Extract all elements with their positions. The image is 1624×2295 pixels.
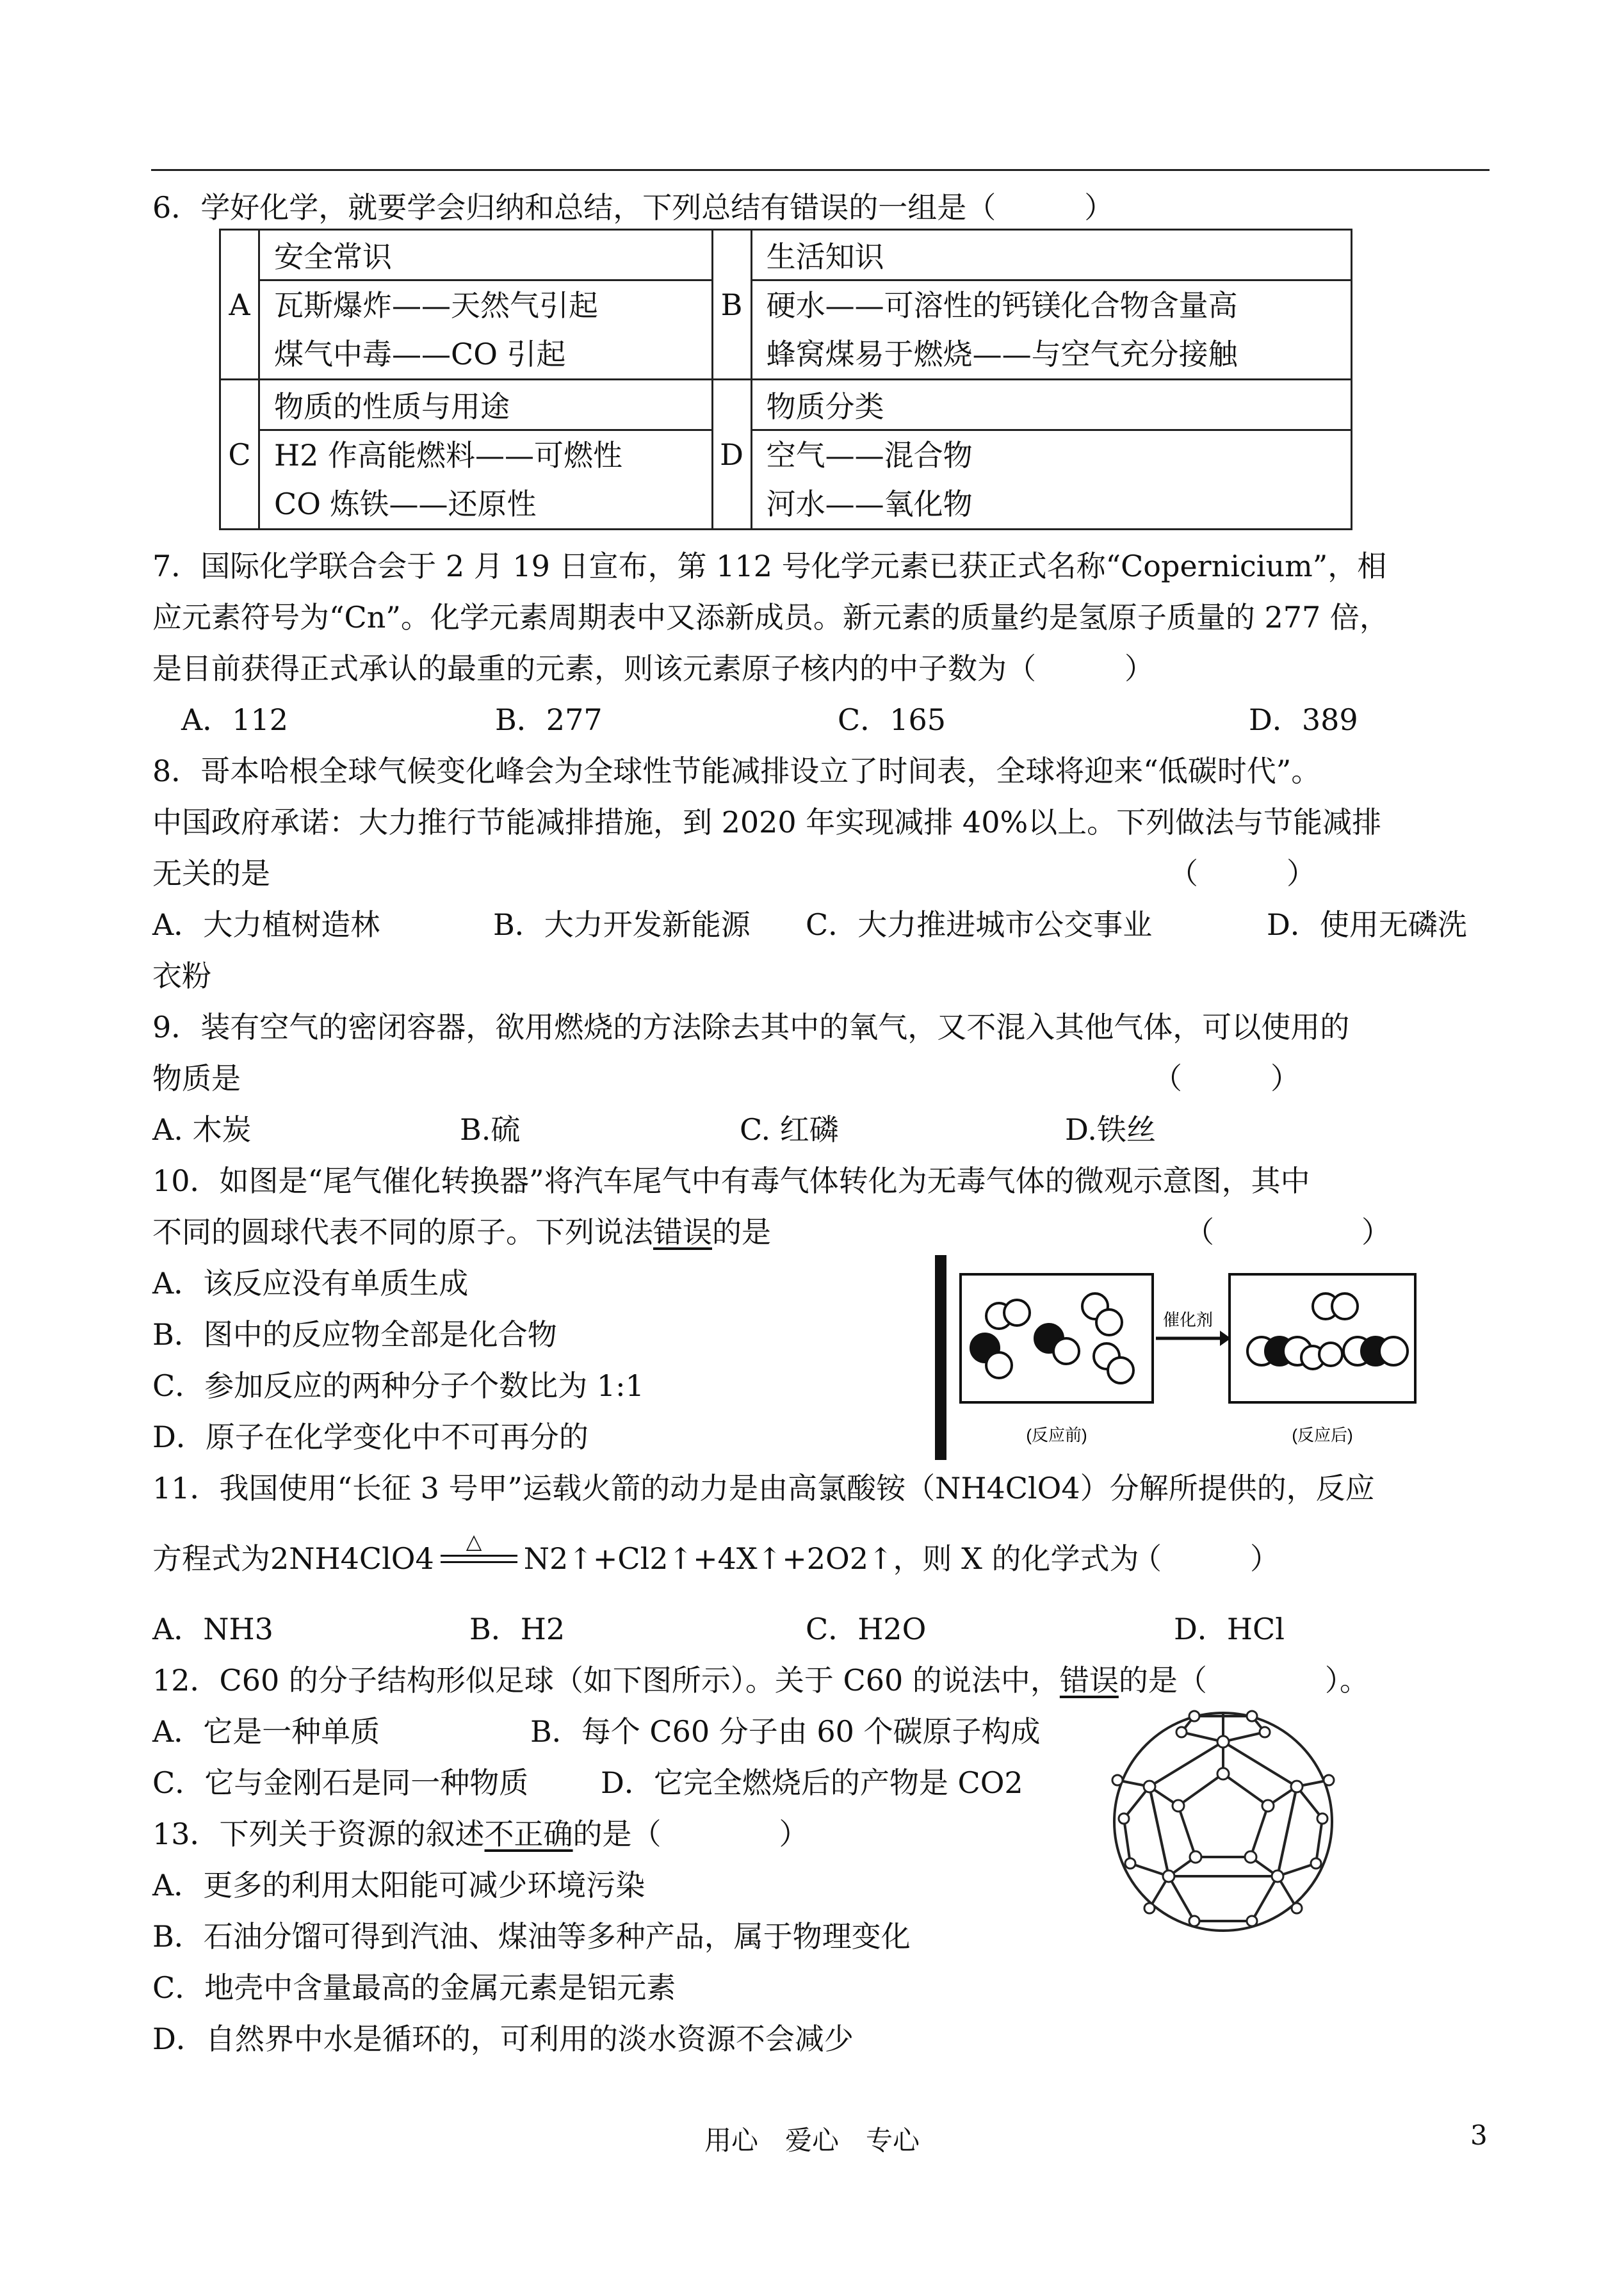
q10-line2-b: 的是 [712, 1215, 771, 1249]
page-number: 3 [1470, 2120, 1488, 2151]
q9-answer-blank: （ ） [1153, 1061, 1300, 1096]
q7-line1: 7．国际化学联合会于 2 月 19 日宣布，第 112 号化学元素已获正式名称“Copernicium”，相 [152, 549, 1387, 583]
q10-option-d: D．原子在化学变化中不可再分的 [152, 1420, 589, 1454]
q10-underlined-word: 错误 [653, 1215, 712, 1249]
c60-fullerene-figure [1105, 1703, 1342, 1940]
q11-option-a: A．NH3 [152, 1612, 273, 1646]
q11-line1: 11．我国使用“长征 3 号甲”运载火箭的动力是由高氯酸铵（NH4ClO4）分解所提供的，反应 [152, 1471, 1375, 1505]
q12-option-b: B．每个 C60 分子由 60 个碳原子构成 [530, 1714, 1041, 1749]
heat-triangle-icon: △ [466, 1529, 482, 1553]
q11-option-b: B．H2 [469, 1612, 565, 1646]
q6-stem: 6．学好化学，就要学会归纳和总结，下列总结有错误的一组是（ ） [152, 190, 1114, 225]
q6-a-line1: 瓦斯爆炸——天然气引起 [274, 288, 598, 323]
arrow-label: 催化剂 [1162, 1310, 1214, 1329]
q9-line1: 9．装有空气的密闭容器，欲用燃烧的方法除去其中的氧气，又不混入其他气体，可以使用的 [152, 1010, 1350, 1044]
heat-condition-sign [434, 1529, 524, 1574]
q7-line2: 应元素符号为“Cn”。化学元素周期表中又添新成员。新元素的质量约是氢原子质量的 277 倍， [152, 600, 1389, 635]
q13-option-b: B．石油分馏可得到汽油、煤油等多种产品，属于物理变化 [152, 1919, 911, 1954]
q6-a-body [259, 280, 713, 380]
q7-line3: 是目前获得正式承认的最重的元素，则该元素原子核内的中子数为（ ） [152, 651, 1154, 686]
q9-line2: 物质是 [152, 1061, 241, 1096]
q13-line1 [152, 1815, 809, 1853]
q13-line1-b: 的是（ ） [572, 1817, 809, 1851]
q6-letter-d: D [712, 380, 751, 530]
q12-option-a: A．它是一种单质 [152, 1714, 380, 1749]
q9-option-b: B.硫 [460, 1112, 521, 1147]
q12-underlined-word: 错误 [1059, 1663, 1119, 1698]
q7-option-c: C．165 [838, 702, 946, 737]
q8-option-b: B．大力开发新能源 [493, 907, 751, 942]
q6-d-head: 物质分类 [751, 380, 1351, 430]
after-label: (反应后) [1292, 1425, 1353, 1445]
q8-option-a: A．大力植树造林 [152, 907, 380, 942]
q10-option-b: B．图中的反应物全部是化合物 [152, 1317, 557, 1352]
q6-letter-a: A [220, 230, 259, 380]
q12-option-c: C．它与金刚石是同一种物质 [152, 1765, 529, 1800]
q6-c-head: 物质的性质与用途 [259, 380, 713, 430]
q11-option-d: D．HCl [1174, 1612, 1285, 1646]
q6-d-body [751, 430, 1351, 530]
q6-a-line2: 煤气中毒——CO 引起 [274, 337, 566, 371]
q11-equation-line [152, 1529, 1139, 1577]
q6-d-line1: 空气——混合物 [766, 438, 973, 473]
q7-option-a: A．112 [181, 702, 289, 737]
q10-option-c: C．参加反应的两种分子个数比为 1:1 [152, 1368, 644, 1403]
q6-c-line1: H2 作高能燃料——可燃性 [274, 438, 623, 473]
q10-line2 [152, 1213, 771, 1251]
q10-line1: 10．如图是“尾气催化转换器”将汽车尾气中有毒气体转化为无毒气体的微观示意图，其中 [152, 1164, 1310, 1198]
q6-b-head: 生活知识 [751, 230, 1351, 280]
q8-line2: 中国政府承诺：大力推行节能减排措施，到 2020 年实现减排 40%以上。下列做法与节能减排 [152, 805, 1382, 839]
q11-eq-pre: 方程式为2NH4ClO4 [152, 1541, 434, 1576]
q6-table [219, 229, 1352, 530]
q12-line1-b: 的是（ ）。 [1118, 1663, 1369, 1698]
q12-line1 [152, 1662, 1369, 1699]
q13-option-c: C．地壳中含量最高的金属元素是铝元素 [152, 1970, 676, 2005]
q12-option-d: D．它完全燃烧后的产物是 CO2 [601, 1765, 1023, 1800]
q8-option-d-cont: 衣粉 [152, 959, 211, 993]
q11-eq-post: N2↑+Cl2↑+4X↑+2O2↑，则 X 的化学式为 [523, 1541, 1139, 1576]
q6-a-head: 安全常识 [259, 230, 713, 280]
q8-option-d: D．使用无磷洗 [1267, 907, 1467, 942]
q8-answer-blank: （ ） [1169, 856, 1316, 891]
q9-option-a: A. 木炭 [152, 1112, 252, 1147]
q6-letter-b: B [712, 230, 751, 380]
q13-option-d: D．自然界中水是循环的，可利用的淡水资源不会减少 [152, 2022, 854, 2056]
q8-option-c: C．大力推进城市公交事业 [806, 907, 1153, 942]
q6-b-line1: 硬水——可溶性的钙镁化合物含量高 [766, 288, 1238, 323]
q10-reaction-figure [935, 1255, 1428, 1460]
q13-underlined-word: 不正确 [484, 1817, 573, 1851]
q7-option-b: B．277 [495, 702, 603, 737]
q10-line2-a: 不同的圆球代表不同的原子。下列说法 [152, 1215, 653, 1249]
q8-line3: 无关的是 [152, 856, 270, 891]
q9-option-c: C. 红磷 [740, 1112, 839, 1147]
before-label: (反应前) [1026, 1425, 1087, 1445]
q13-line1-a: 13．下列关于资源的叙述 [152, 1817, 485, 1851]
q9-option-d: D.铁丝 [1065, 1112, 1156, 1147]
q6-letter-c: C [220, 380, 259, 530]
q6-b-body [751, 280, 1351, 380]
q11-answer-blank: （ ） [1132, 1541, 1279, 1576]
q10-answer-blank: （ ） [1185, 1215, 1391, 1249]
q7-option-d: D．389 [1249, 702, 1358, 737]
q6-b-line2: 蜂窝煤易于燃烧——与空气充分接触 [766, 337, 1238, 371]
q6-d-line2: 河水——氧化物 [766, 487, 973, 521]
q12-line1-a: 12．C60 的分子结构形似足球（如下图所示）。关于 C60 的说法中， [152, 1663, 1060, 1698]
q13-option-a: A．更多的利用太阳能可减少环境污染 [152, 1868, 646, 1902]
footer-motto: 用心 爱心 专心 [704, 2125, 920, 2156]
q6-c-line2: CO 炼铁——还原性 [274, 487, 537, 521]
header-rule [151, 169, 1490, 171]
q6-c-body [259, 430, 713, 530]
q8-line1: 8．哥本哈根全球气候变化峰会为全球性节能减排设立了时间表，全球将迎来“低碳时代”。 [152, 754, 1321, 788]
q10-option-a: A．该反应没有单质生成 [152, 1266, 469, 1301]
q11-option-c: C．H2O [806, 1612, 927, 1646]
